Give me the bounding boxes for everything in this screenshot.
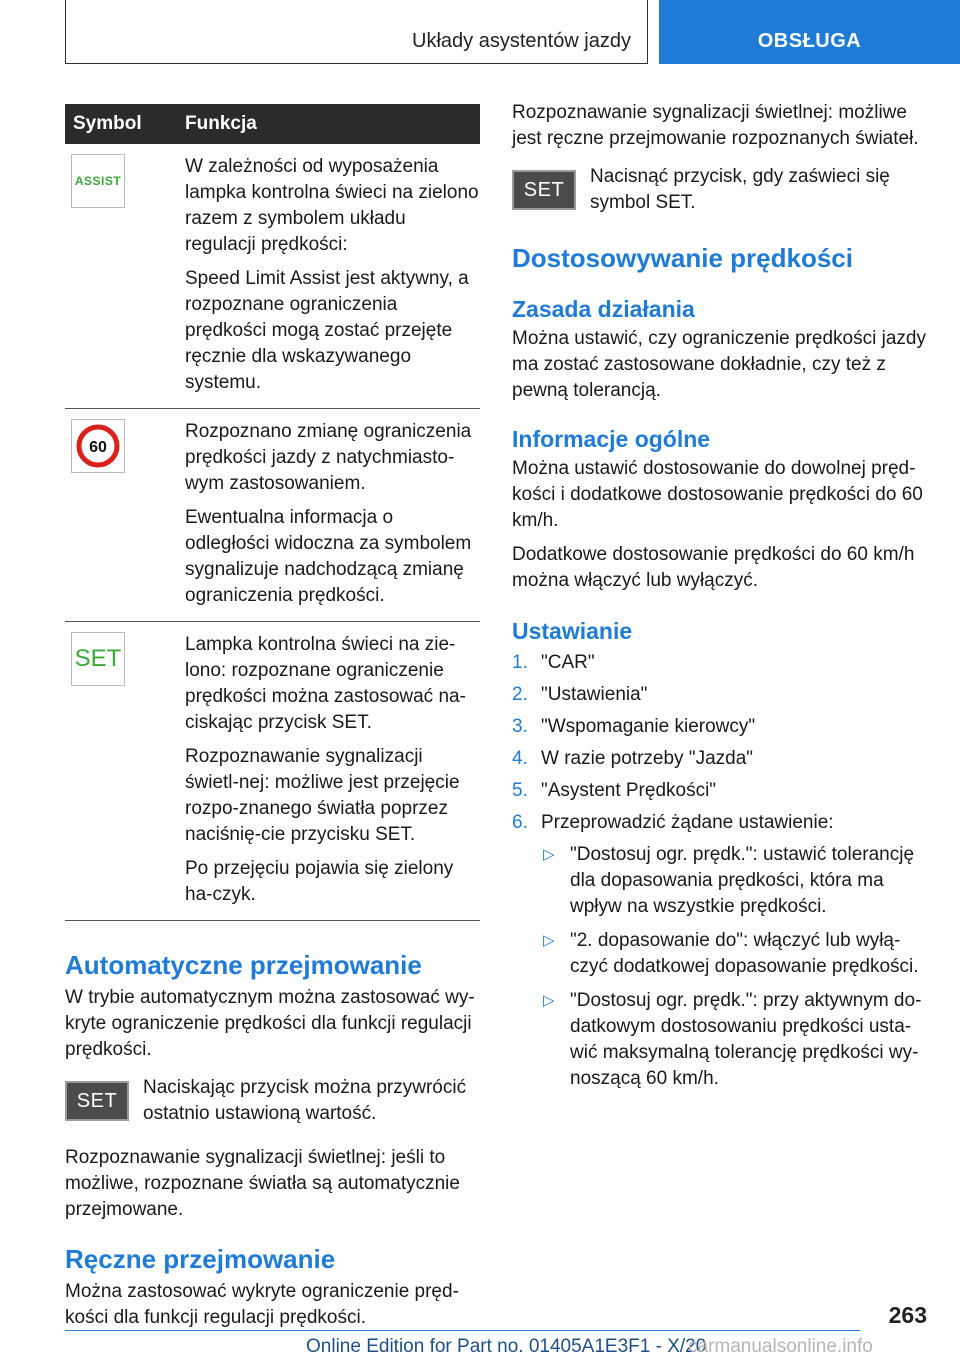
footer-edition: Online Edition for Part no. 01405A1E3F1 - X/20: [306, 1336, 707, 1357]
list-item: [541, 988, 926, 1092]
manual-takeover-text: Można zastosować wykryte ograniczenie pręd-kości dla funkcji regulacji prędkości.: [65, 1281, 459, 1328]
principle-heading: Zasada działania: [512, 296, 695, 322]
row-paragraph: Rozpoznawanie sygnalizacji świetl-nej: możliwe jest przejęcie rozpo-znanego światła poprzez naciśnię-cie przycisku SET.: [185, 746, 460, 845]
table-cell-text: [183, 622, 480, 921]
left-column: [65, 104, 480, 1331]
right-column: [512, 100, 926, 1100]
step-text: "Wspomaganie kierowcy": [541, 716, 756, 737]
set-icon-text: SET: [74, 645, 122, 672]
assist-icon-text: ASSIST: [74, 174, 122, 188]
col-header-function: Funkcja: [183, 104, 480, 144]
table-cell-icon: [65, 409, 183, 622]
set-button-label: SET: [523, 179, 565, 201]
speed-limit-60-icon: [71, 419, 125, 473]
general-info-text-1: Można ustawić dostosowanie do dowolnej pręd-kości i dodatkowe dostosowanie prędkości do 60 km/h.: [512, 458, 923, 531]
step-number: 5.: [512, 780, 528, 801]
list-item: [512, 650, 926, 676]
table-row: [65, 409, 480, 622]
chapter-tab: [659, 0, 960, 64]
manual-set-text: Nacisnąć przycisk, gdy zaświeci się symbol SET.: [590, 166, 890, 213]
assist-icon: [71, 154, 125, 208]
traffic-manual-text: Rozpoznawanie sygnalizacji świetlnej: możliwe jest ręczne przejmowanie rozpoznanych świateł.: [512, 102, 919, 149]
principle-text: Można ustawić, czy ograniczenie prędkości jazdy ma zostać zastosowane dokładnie, czy też z pewną tolerancją.: [512, 328, 926, 401]
sub-steps: [541, 842, 926, 1092]
table-cell-icon: [65, 144, 183, 409]
auto-takeover-heading: Automatyczne przejmowanie: [65, 950, 422, 980]
sub-step-text: "Dostosuj ogr. prędk.": ustawić tolerancję dla dopasowania prędkości, która ma wpływ na wszystkie prędkości.: [570, 844, 915, 917]
row-paragraph: Rozpoznano zmianę ograniczenia prędkości jazdy z natychmiasto-wym zastosowaniem.: [185, 421, 472, 494]
step-text: "Asystent Prędkości": [541, 780, 717, 801]
symbol-table: [65, 104, 480, 921]
speed-limit-sign-icon: [76, 424, 120, 468]
list-item: [541, 842, 926, 920]
set-button-label: SET: [76, 1090, 118, 1112]
col-header-symbol: Symbol: [65, 104, 183, 144]
header-section-box: [65, 0, 648, 64]
table-row: [65, 622, 480, 921]
row-paragraph: Lampka kontrolna świeci na zie-lono: rozpoznane ograniczenie prędkości można zastosować na-ciskając przycisk SET.: [185, 634, 466, 733]
chapter-tab-label: OBSŁUGA: [757, 30, 862, 52]
row-paragraph: W zależności od wyposażenia lampka kontrolna świeci na zielono razem z symbolem układu regulacji prędkości:: [185, 156, 479, 255]
setting-steps: [512, 650, 926, 1092]
general-info-text-2: Dodatkowe dostosowanie prędkości do 60 km/h można włączyć lub wyłączyć.: [512, 544, 915, 591]
sub-step-text: "2. dopasowanie do": włączyć lub wyłą-czyć dodatkowej dopasowanie prędkości.: [570, 930, 919, 977]
step-number: 1.: [512, 652, 528, 673]
auto-set-row: [65, 1075, 480, 1127]
row-paragraph: Ewentualna informacja o odległości widoczna za symbolem sygnalizuje nadchodzącą zmianę ograniczenia prędkości.: [185, 507, 472, 606]
table-header-row: [65, 104, 480, 144]
auto-traffic-text: Rozpoznawanie sygnalizacji świetlnej: jeśli to możliwe, rozpoznane światła są automatycznie przejmowane.: [65, 1147, 460, 1220]
list-item: [541, 928, 926, 980]
table-cell-text: [183, 144, 480, 409]
list-item: [512, 810, 926, 1092]
triangle-bullet-icon: ▷: [543, 932, 555, 949]
list-item: [512, 682, 926, 708]
set-button-icon: [512, 170, 576, 210]
step-number: 3.: [512, 716, 528, 737]
section-title: Układy asystentów jazdy: [412, 30, 631, 52]
list-item: [512, 714, 926, 740]
footer-watermark: carmanualsonline.info: [688, 1336, 873, 1357]
list-item: [512, 778, 926, 804]
speed-limit-value: 60: [89, 439, 107, 456]
step-number: 6.: [512, 812, 528, 833]
speed-adjust-heading: Dostosowywanie prędkości: [512, 243, 853, 273]
triangle-bullet-icon: ▷: [543, 846, 555, 863]
setting-heading: Ustawianie: [512, 618, 633, 644]
step-text: W razie potrzeby "Jazda": [541, 748, 754, 769]
general-info-heading: Informacje ogólne: [512, 426, 711, 452]
list-item: [512, 746, 926, 772]
step-number: 4.: [512, 748, 528, 769]
table-cell-icon: [65, 622, 183, 921]
triangle-bullet-icon: ▷: [543, 992, 555, 1009]
row-paragraph: Speed Limit Assist jest aktywny, a rozpoznane ograniczenia prędkości mogą zostać przejęte ręcznie dla wskazywanego systemu.: [185, 268, 469, 393]
step-text: Przeprowadzić żądane ustawienie:: [541, 812, 834, 833]
auto-set-text: Naciskając przycisk można przywrócić ostatnio ustawioną wartość.: [143, 1077, 467, 1124]
table-row: [65, 144, 480, 409]
set-green-icon: [71, 632, 125, 686]
auto-takeover-text: W trybie automatycznym można zastosować wy-kryte ograniczenie prędkości dla funkcji regulacji prędkości.: [65, 987, 475, 1060]
step-text: "Ustawienia": [541, 684, 648, 705]
footer-divider: [65, 1330, 860, 1331]
step-number: 2.: [512, 684, 528, 705]
manual-takeover-heading: Ręczne przejmowanie: [65, 1244, 336, 1274]
set-button-icon: [65, 1081, 129, 1121]
page-number: 263: [888, 1302, 927, 1328]
step-text: "CAR": [541, 652, 595, 673]
row-paragraph: Po przejęciu pojawia się zielony ha-czyk.: [185, 858, 454, 905]
table-cell-text: [183, 409, 480, 622]
manual-set-row: [512, 164, 926, 216]
sub-step-text: "Dostosuj ogr. prędk.": przy aktywnym do-datkowym dostosowaniu prędkości usta-wić maksymalną tolerancję prędkości wy-noszącą 60 km/h.: [570, 990, 922, 1089]
